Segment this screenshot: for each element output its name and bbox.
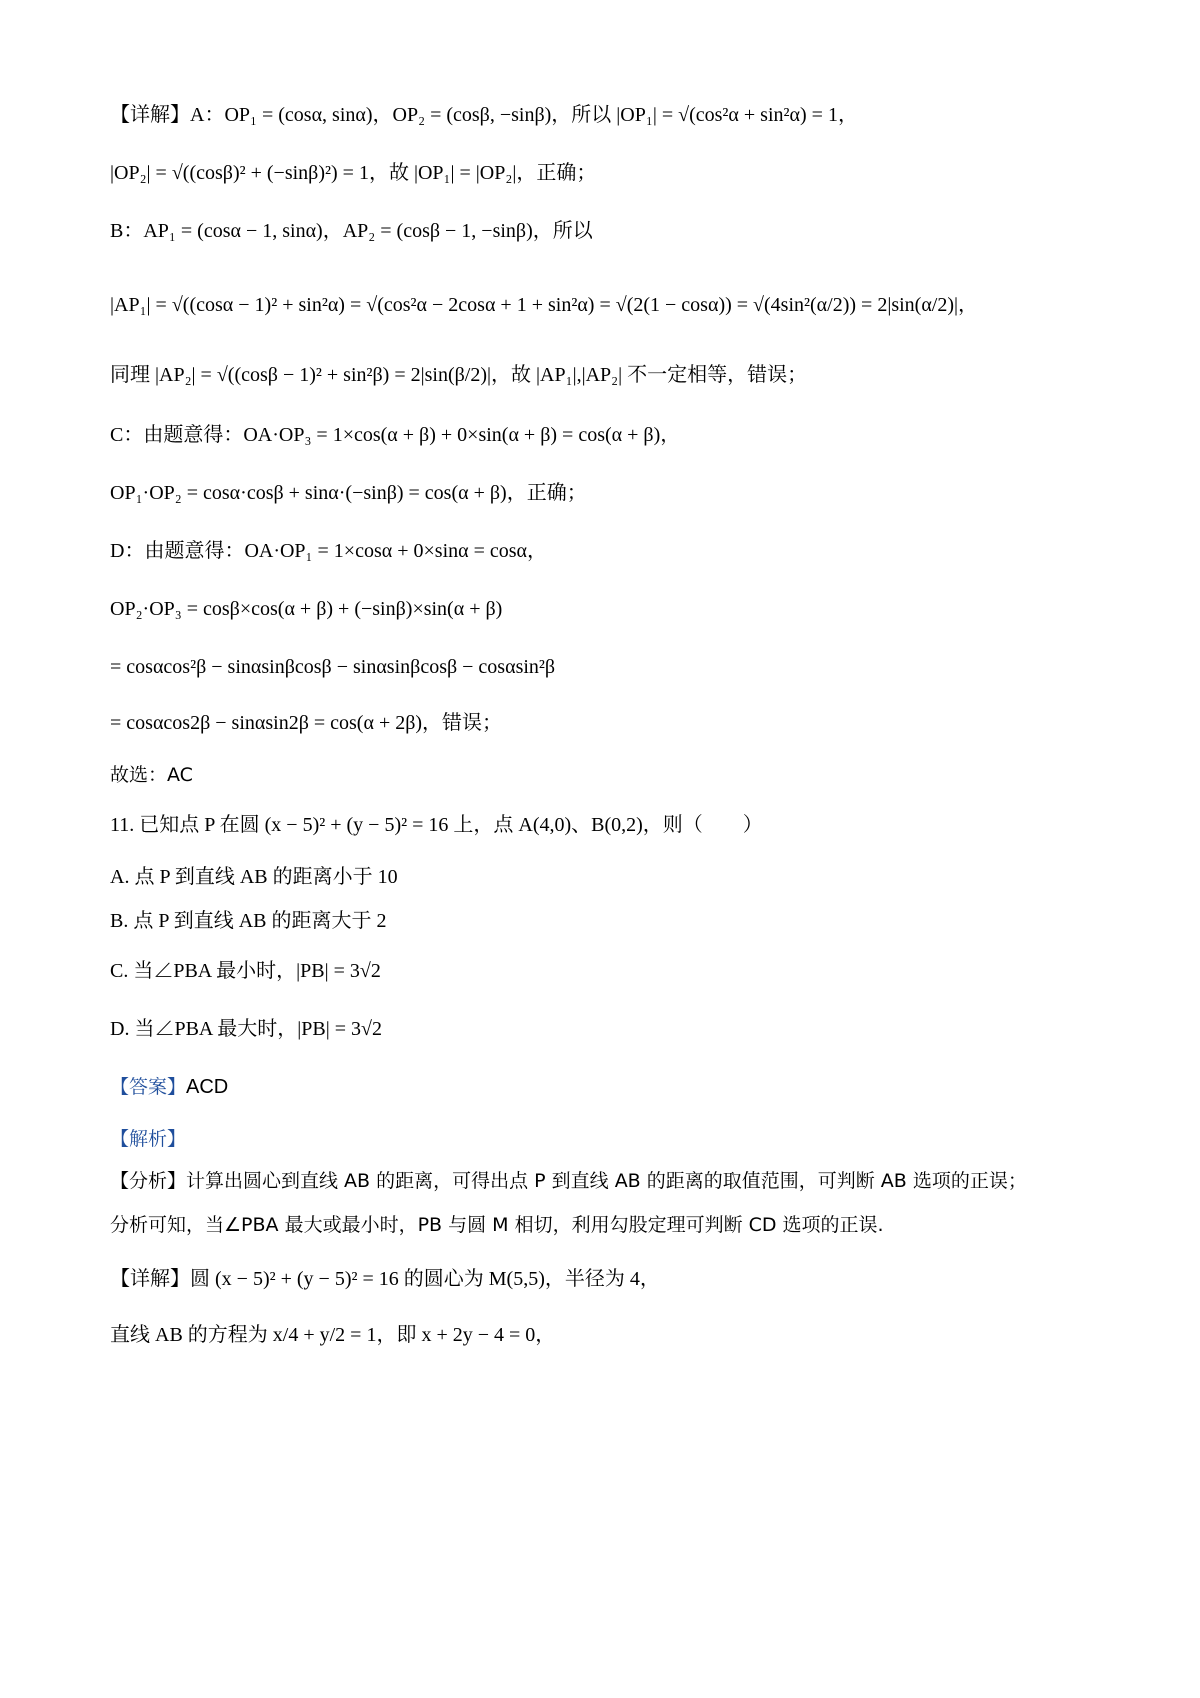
answer-label: 【答案】: [110, 1076, 187, 1098]
answer-value: ACD: [186, 1076, 229, 1098]
detail-c-line-2: OP₁·OP₂ = cosα·cosβ + sinα·(−sinβ) = cos(α + β)，正确；: [110, 482, 587, 504]
answer-row: [110, 1072, 1110, 1102]
detail-d-line-4: = cosαcos2β − sinαsin2β = cos(α + 2β)，错误；: [110, 712, 503, 734]
question-11-option-d: D. 当∠PBA 最大时，|PB| = 3√2: [110, 1018, 382, 1040]
detail-d-line-2: OP₂·OP₃ = cosβ×cos(α + β) + (−sinβ)×sin(α + β): [110, 598, 503, 620]
analysis-line-2: 分析可知，当∠PBA 最大或最小时，PB 与圆 M 相切，利用勾股定理可判断 CD 选项的正误.: [110, 1214, 884, 1236]
detail-line-2: 直线 AB 的方程为 x/4 + y/2 = 1，即 x + 2y − 4 = 0，: [110, 1324, 556, 1346]
question-11-stem: 11. 已知点 P 在圆 (x − 5)² + (y − 5)² = 16 上，点 A(4,0)、B(0,2)，则（ ）: [110, 814, 763, 836]
question-11-option-b: B. 点 P 到直线 AB 的距离大于 2: [110, 910, 387, 932]
detail-a-line-1: 【详解】A：OP₁ = (cosα, sinα)，OP₂ = (cosβ, −sinβ)，所以 |OP₁| = √(cos²α + sin²α) = 1，: [110, 104, 858, 126]
detail-b-line-2: |AP₁| = √((cosα − 1)² + sin²α) = √(cos²α − 2cosα + 1 + sin²α) = √(2(1 − cosα)) = √(4sin²(α/2)) = 2|sin(α/2)|，: [110, 294, 979, 316]
question-11-option-c: C. 当∠PBA 最小时，|PB| = 3√2: [110, 960, 381, 982]
detail-line-1: 【详解】圆 (x − 5)² + (y − 5)² = 16 的圆心为 M(5,5)，半径为 4，: [110, 1268, 660, 1290]
detail-b-line-1: B：AP₁ = (cosα − 1, sinα)，AP₂ = (cosβ − 1, −sinβ)，所以: [110, 220, 593, 242]
question-11-option-a: A. 点 P 到直线 AB 的距离小于 10: [110, 866, 398, 888]
analysis-label: 【解析】: [110, 1128, 187, 1150]
detail-d-line-3: = cosαcos²β − sinαsinβcosβ − sinαsinβcosβ − cosαsin²β: [110, 656, 556, 678]
detail-c-line-1: C：由题意得：OA·OP₃ = 1×cos(α + β) + 0×sin(α + β) = cos(α + β)，: [110, 424, 681, 446]
analysis-line-1: 【分析】计算出圆心到直线 AB 的距离，可得出点 P 到直线 AB 的距离的取值范围，可判断 AB 选项的正误；: [110, 1170, 1027, 1192]
detail-a-line-2: |OP₂| = √((cosβ)² + (−sinβ)²) = 1，故 |OP₁| = |OP₂|，正确；: [110, 162, 597, 184]
conclusion-line: 故选：AC: [110, 764, 193, 786]
detail-d-line-1: D：由题意得：OA·OP₁ = 1×cosα + 0×sinα = cosα，: [110, 540, 548, 562]
detail-b-line-3: 同理 |AP₂| = √((cosβ − 1)² + sin²β) = 2|sin(β/2)|，故 |AP₁|,|AP₂| 不一定相等，错误；: [110, 364, 808, 386]
